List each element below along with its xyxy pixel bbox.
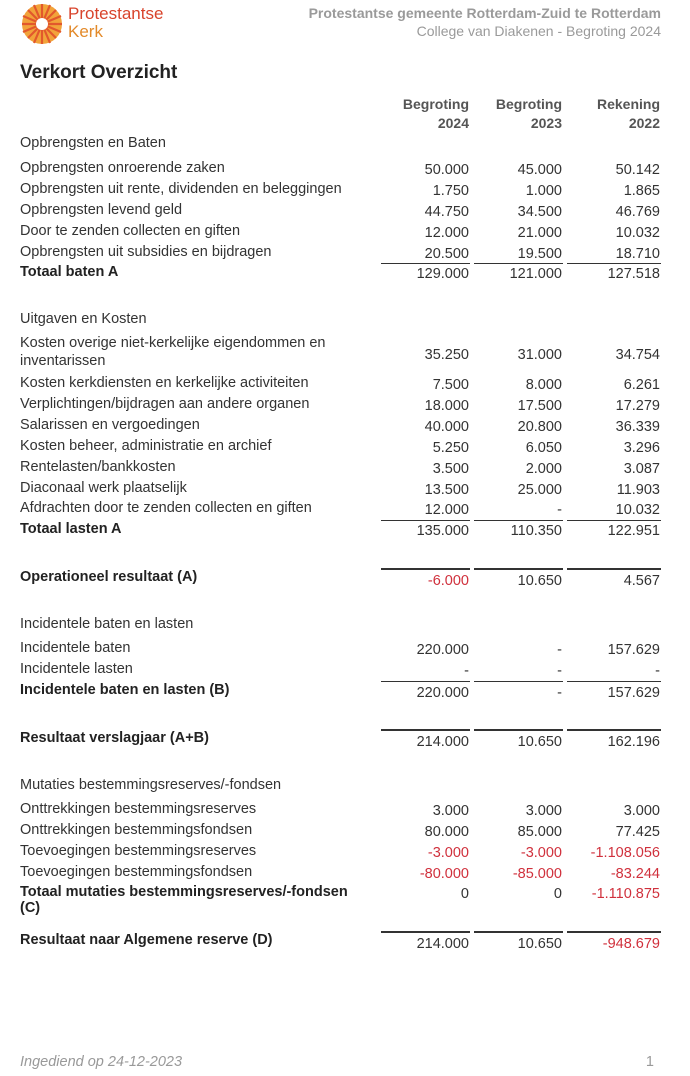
cell-col1: 0 (460, 886, 469, 902)
total-rule (474, 568, 563, 570)
total-rule (567, 729, 661, 731)
cell-col2: 34.500 (517, 204, 562, 220)
cell-col3: 34.754 (615, 347, 660, 363)
row-label: Door te zenden collecten en giften (20, 223, 241, 239)
row-label: Kosten overige niet-kerkelijke eigendommen en (20, 335, 326, 351)
cell-col3: 50.142 (615, 162, 660, 178)
column-header-line2: 2022 (628, 115, 660, 131)
cell-col3: 17.279 (615, 398, 660, 414)
cell-col3: -1.110.875 (591, 886, 660, 902)
cell-col3: 1.865 (623, 183, 660, 199)
cell-col2: 20.800 (517, 419, 562, 435)
cell-col2: 2.000 (525, 461, 562, 477)
cell-col1: -6.000 (427, 573, 469, 589)
cell-col3: -83.244 (610, 866, 660, 882)
cell-col1: -3.000 (427, 845, 469, 861)
cell-col2: -85.000 (512, 866, 562, 882)
row-label-continued: inventarissen (20, 353, 106, 369)
cell-col1: 5.250 (432, 440, 469, 456)
cell-col3: 162.196 (607, 734, 660, 750)
total-rule (381, 568, 470, 570)
subtotal-rule (381, 520, 470, 521)
row-label: Incidentele lasten (20, 661, 133, 677)
cell-col2: 85.000 (517, 824, 562, 840)
column-header-line1: Rekening (596, 96, 660, 112)
page-number: 1 (645, 1054, 654, 1070)
cell-col1: 3.500 (432, 461, 469, 477)
cell-col3: - (655, 663, 660, 679)
row-label: Onttrekkingen bestemmingsreserves (20, 801, 257, 817)
cell-col1: 135.000 (416, 523, 469, 539)
logo-text-2: Kerk (68, 22, 103, 41)
cell-col2: 31.000 (517, 347, 562, 363)
cell-col3: -948.679 (602, 936, 660, 952)
cell-col3: 10.032 (615, 502, 660, 518)
cell-col3: 3.296 (623, 440, 660, 456)
total-rule (381, 931, 470, 933)
subtotal-rule (381, 263, 470, 264)
cell-col2: 10.650 (517, 573, 562, 589)
page-title: Verkort Overzicht (20, 62, 178, 83)
row-label: Opbrengsten levend geld (20, 202, 183, 218)
cell-col2: - (557, 663, 562, 679)
cell-col1: - (464, 663, 469, 679)
row-label: Rentelasten/bankkosten (20, 459, 176, 475)
row-label: Kosten beheer, administratie en archief (20, 438, 272, 454)
cell-col1: 35.250 (424, 347, 469, 363)
cell-col1: 3.000 (432, 803, 469, 819)
row-label: Totaal baten A (20, 264, 119, 280)
cell-col2: 8.000 (525, 377, 562, 393)
cell-col2: 121.000 (509, 266, 562, 282)
cell-col2: 10.650 (517, 936, 562, 952)
cell-col2: - (557, 642, 562, 658)
cell-col2: 10.650 (517, 734, 562, 750)
row-label: Totaal mutaties bestemmingsreserves/-fondsen (C) (20, 884, 348, 916)
cell-col1: 18.000 (424, 398, 469, 414)
row-label: Uitgaven en Kosten (20, 311, 147, 327)
cell-col1: -80.000 (419, 866, 469, 882)
row-label: Opbrengsten onroerende zaken (20, 160, 225, 176)
row-label: Verplichtingen/bijdragen aan andere organen (20, 396, 310, 412)
row-label: Opbrengsten uit rente, dividenden en beleggingen (20, 181, 342, 197)
cell-col1: 220.000 (416, 642, 469, 658)
cell-col3: 77.425 (615, 824, 660, 840)
cell-col1: 44.750 (424, 204, 469, 220)
cell-col2: 110.350 (510, 523, 562, 539)
row-label: Toevoegingen bestemmingsfondsen (20, 864, 253, 880)
cell-col2: 0 (553, 886, 562, 902)
row-label: Salarissen en vergoedingen (20, 417, 200, 433)
column-header-begroting-2023 (472, 95, 562, 133)
cell-col3: 11.903 (616, 482, 660, 498)
cell-col1: 1.750 (432, 183, 469, 199)
cell-col3: 122.951 (607, 523, 660, 539)
cell-col3: 6.261 (623, 377, 660, 393)
column-header-line2: 2024 (437, 115, 469, 131)
row-label: Afdrachten door te zenden collecten en giften (20, 500, 312, 516)
cell-col1: 220.000 (416, 685, 469, 701)
subtotal-rule (567, 681, 661, 682)
submission-date: Ingediend op 24-12-2023 (20, 1054, 183, 1070)
cell-col1: 214.000 (416, 734, 469, 750)
subtotal-rule (381, 681, 470, 682)
row-label: Kosten kerkdiensten en kerkelijke activiteiten (20, 375, 309, 391)
cell-col3: 10.032 (615, 225, 660, 241)
row-label: Mutaties bestemmingsreserves/-fondsen (20, 777, 282, 793)
cell-col2: 3.000 (525, 803, 562, 819)
cell-col3: 157.629 (607, 642, 660, 658)
cell-col2: 25.000 (517, 482, 562, 498)
cell-col1: 20.500 (424, 246, 469, 262)
row-label: Totaal lasten A (20, 521, 122, 537)
cell-col1: 50.000 (424, 162, 469, 178)
cell-col3: 157.629 (607, 685, 660, 701)
row-label: Opbrengsten uit subsidies en bijdragen (20, 244, 272, 260)
cell-col2: 19.500 (517, 246, 562, 262)
total-rule (474, 931, 563, 933)
cell-col3: 127.518 (607, 266, 660, 282)
subtotal-rule (567, 263, 661, 264)
cell-col2: - (557, 502, 562, 518)
column-header-rekening-2022 (570, 95, 660, 133)
cell-col2: 1.000 (525, 183, 562, 199)
cell-col3: 36.339 (615, 419, 660, 435)
row-label: Incidentele baten en lasten (20, 616, 194, 632)
cell-col3: 46.769 (615, 204, 660, 220)
row-label: Opbrengsten en Baten (20, 135, 166, 151)
organization-name: Protestantse gemeente Rotterdam-Zuid te Rotterdam (308, 5, 661, 21)
row-label: Incidentele baten (20, 640, 131, 656)
cell-col2: 45.000 (517, 162, 562, 178)
cell-col2: 21.000 (517, 225, 562, 241)
cell-col1: 40.000 (424, 419, 469, 435)
cell-col1: 129.000 (416, 266, 469, 282)
column-header-line1: Begroting (495, 96, 562, 112)
cell-col2: 6.050 (525, 440, 562, 456)
row-label: Resultaat naar Algemene reserve (D) (20, 932, 273, 948)
column-header-begroting-2024 (379, 95, 469, 133)
row-label: Incidentele baten en lasten (B) (20, 682, 230, 698)
row-label: Onttrekkingen bestemmingsfondsen (20, 822, 253, 838)
cell-col1: 214.000 (416, 936, 469, 952)
subtotal-rule (567, 520, 661, 521)
logo-text-1: Protestantse (68, 4, 164, 23)
cell-col2: -3.000 (520, 845, 562, 861)
column-header-line1: Begroting (402, 96, 469, 112)
cell-col3: -1.108.056 (590, 845, 660, 861)
cell-col1: 7.500 (432, 377, 469, 393)
total-rule (474, 729, 563, 731)
row-label: Resultaat verslagjaar (A+B) (20, 730, 209, 746)
total-rule (567, 931, 661, 933)
document-subtitle: College van Diakenen - Begroting 2024 (416, 23, 661, 39)
subtotal-rule (474, 681, 563, 682)
cell-col1: 12.000 (424, 502, 469, 518)
cell-col3: 18.710 (615, 246, 660, 262)
row-label: Diaconaal werk plaatselijk (20, 480, 187, 496)
cell-col2: - (557, 685, 562, 701)
subtotal-rule (474, 520, 563, 521)
column-header-line2: 2023 (530, 115, 562, 131)
cell-col1: 12.000 (424, 225, 469, 241)
cell-col1: 80.000 (424, 824, 469, 840)
cell-col3: 3.087 (623, 461, 660, 477)
cell-col3: 4.567 (623, 573, 660, 589)
total-rule (381, 729, 470, 731)
cell-col1: 13.500 (424, 482, 469, 498)
row-label: Operationeel resultaat (A) (20, 569, 198, 585)
total-rule (567, 568, 661, 570)
subtotal-rule (474, 263, 563, 264)
cell-col3: 3.000 (623, 803, 660, 819)
cell-col2: 17.500 (517, 398, 562, 414)
row-label: Toevoegingen bestemmingsreserves (20, 843, 257, 859)
